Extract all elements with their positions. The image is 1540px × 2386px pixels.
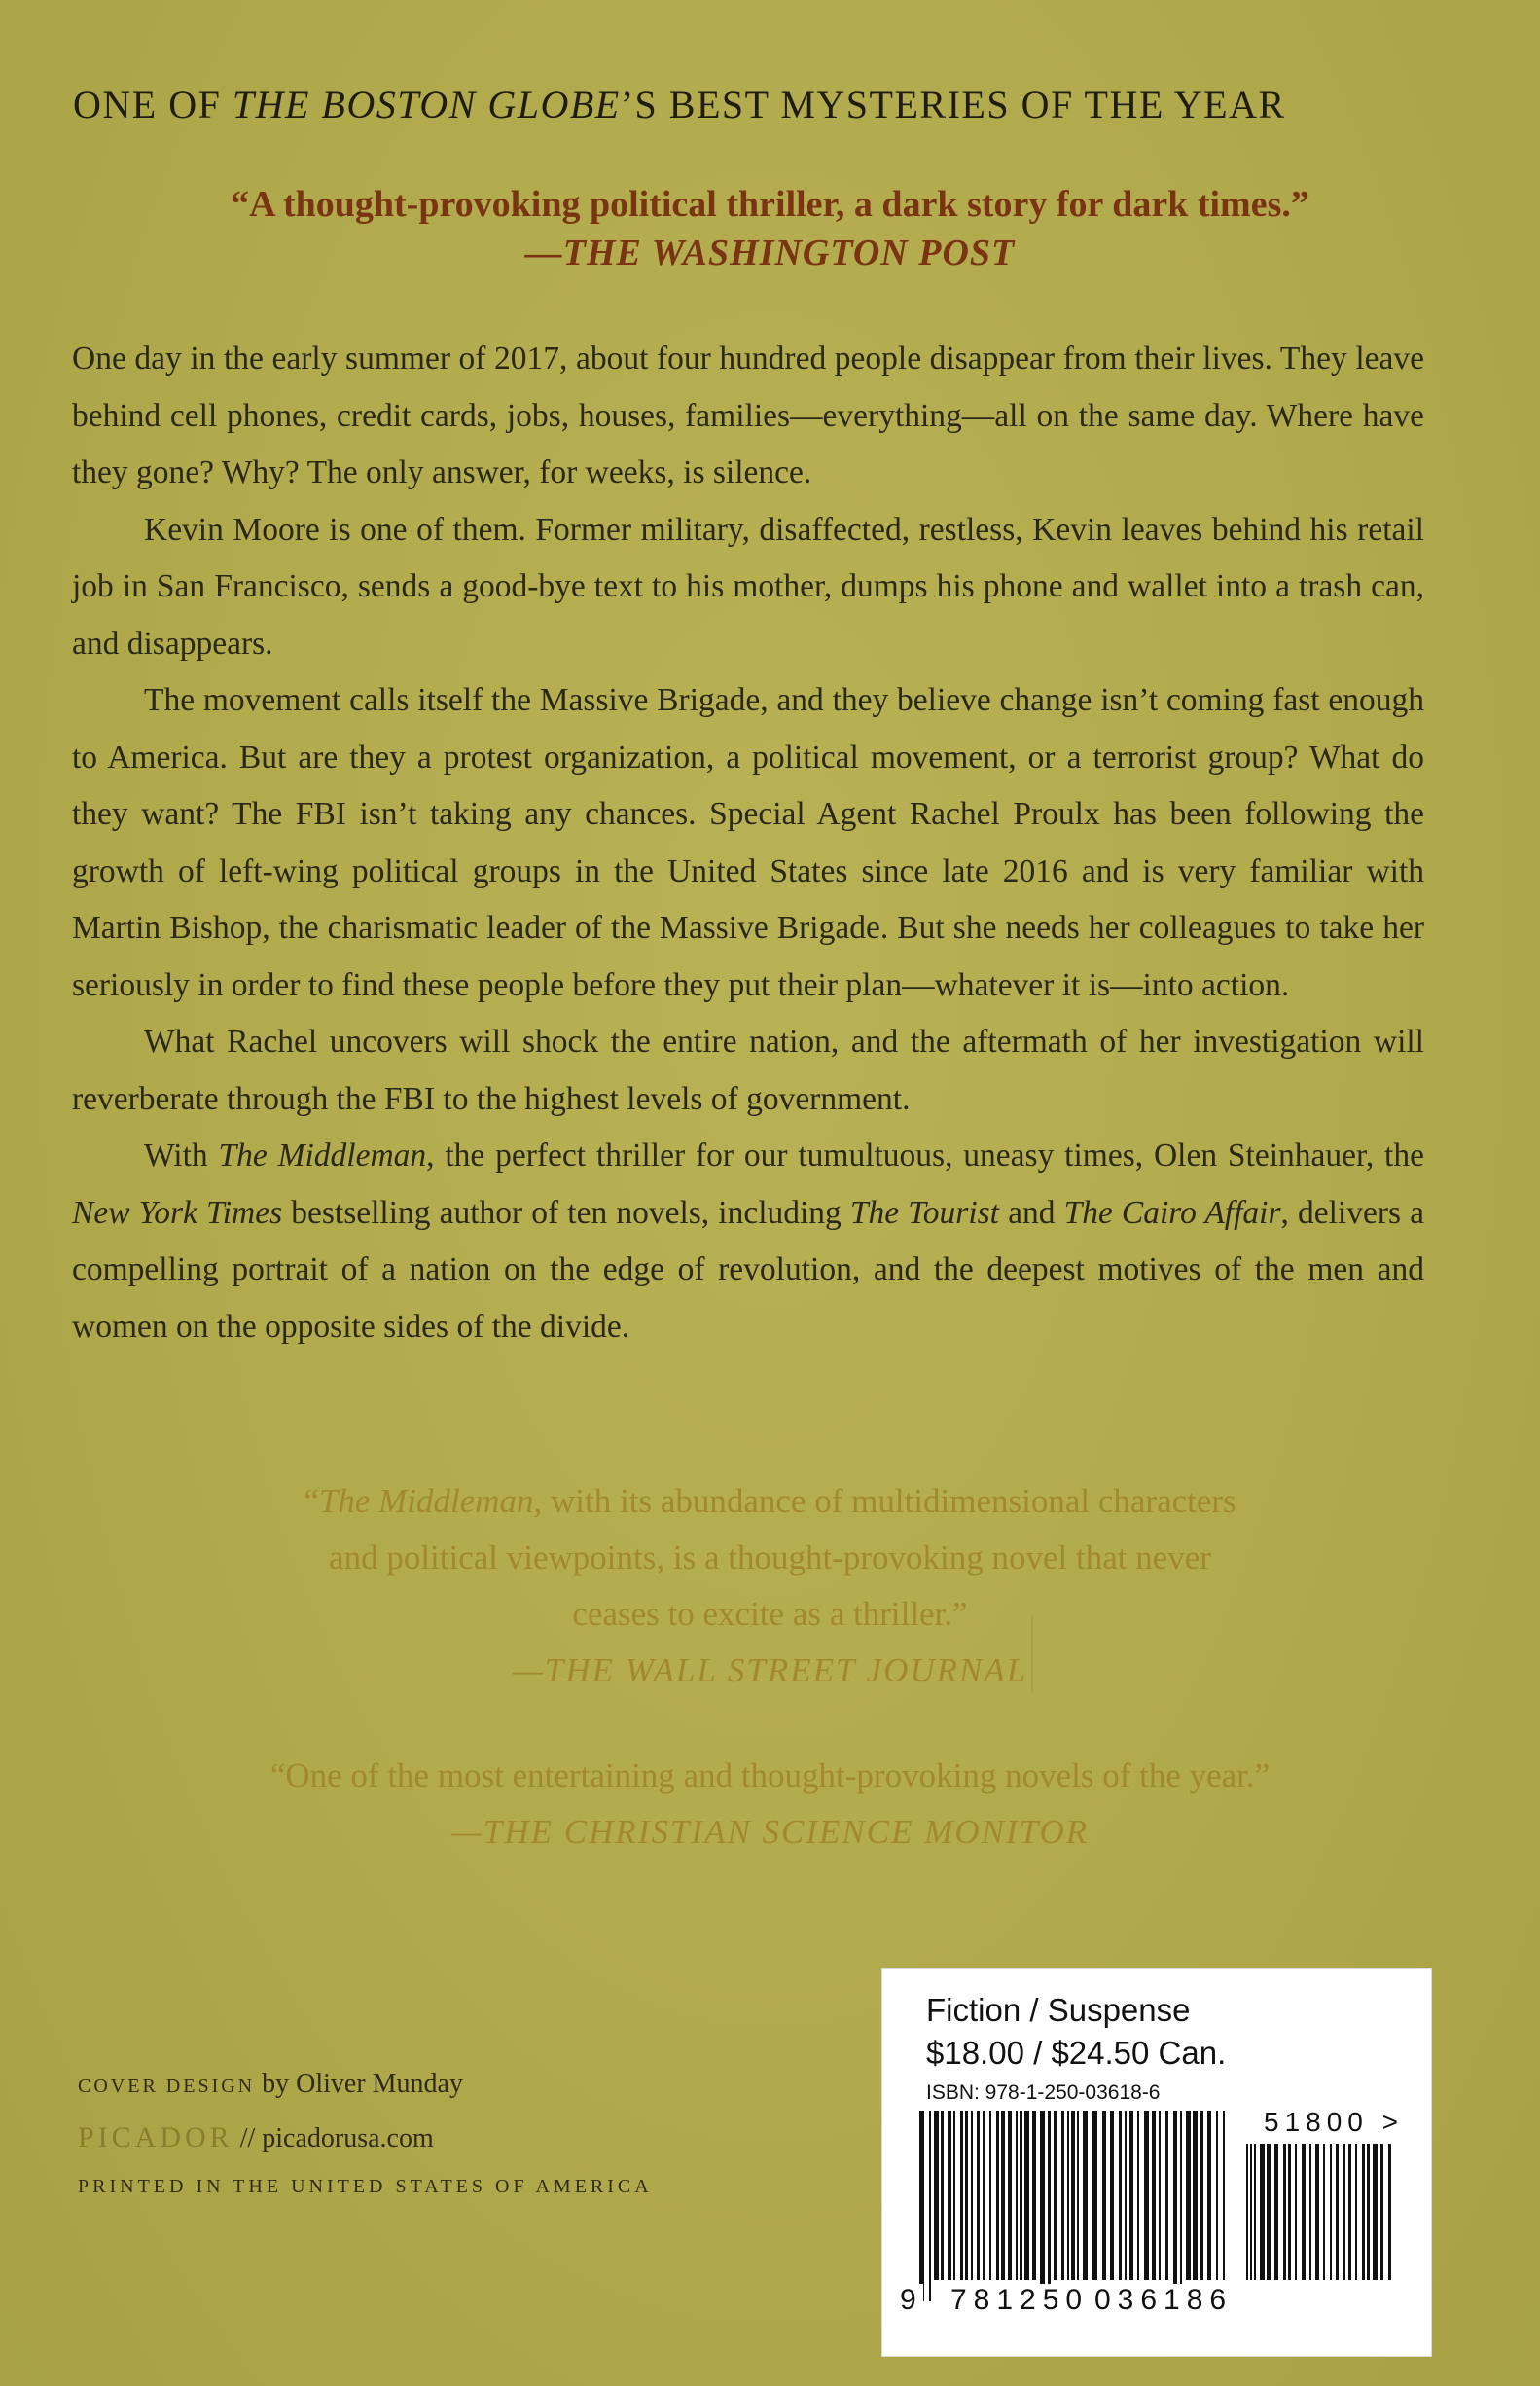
barcode-bar [1159, 2111, 1161, 2280]
barcode-bar [948, 2111, 951, 2280]
barcode-bar [1373, 2144, 1378, 2280]
barcode-bar [1040, 2111, 1045, 2301]
barcode-bar [1288, 2144, 1291, 2280]
barcode-bar [1315, 2144, 1319, 2280]
barcode-bar [1283, 2144, 1286, 2280]
blurb-wsj-attribution: —THE WALL STREET JOURNAL [512, 1651, 1028, 1689]
barcode-bar [1380, 2144, 1383, 2280]
barcode-bar [1223, 2111, 1225, 2280]
barcode-bar [1092, 2111, 1097, 2280]
headline-publication: THE BOSTON GLOBE [232, 83, 621, 127]
p5-title-middleman: The Middleman [218, 1138, 427, 1174]
barcode-bar [977, 2111, 980, 2280]
barcode-bar [1125, 2111, 1127, 2280]
barcode-bar [1250, 2144, 1252, 2280]
barcode-bar [953, 2111, 955, 2280]
barcode-digits-left: 781250 [950, 2284, 1090, 2316]
publisher-line [78, 2121, 817, 2154]
p5-title-nyt: New York Times [72, 1194, 283, 1231]
barcode-bar [1165, 2111, 1168, 2280]
description-paragraph-5 [72, 1128, 1424, 1356]
barcode-bar [1144, 2111, 1149, 2280]
cover-design-credit [78, 2069, 817, 2100]
price-sticker [881, 1968, 1432, 2357]
cover-design-label: COVER DESIGN [78, 2076, 256, 2097]
barcode-bar [1129, 2111, 1133, 2280]
p5-text-1: With [144, 1138, 219, 1174]
barcode-bar [919, 2111, 924, 2301]
barcode-bar [1020, 2111, 1022, 2280]
barcode-bar [1024, 2111, 1029, 2280]
barcode-bar [989, 2111, 991, 2280]
barcode-bar [1367, 2144, 1370, 2280]
barcode-bar [1054, 2111, 1057, 2280]
barcode-bar [1048, 2111, 1051, 2301]
p5-text-3: bestselling author of ten novels, including [282, 1194, 850, 1231]
barcode-bar [1343, 2144, 1345, 2280]
barcode-bar [1008, 2111, 1012, 2280]
price-label: $18.00 / $24.50 Can. [926, 2035, 1227, 2071]
headline-suffix: ’S BEST MYSTERIES OF THE YEAR [620, 83, 1286, 127]
barcode-bar [1348, 2144, 1351, 2280]
price-addon-code: 51800 > [1264, 2107, 1404, 2137]
barcode-bar [1362, 2144, 1365, 2280]
barcode-bar [1186, 2111, 1191, 2280]
barcode-bar [1071, 2111, 1075, 2280]
ean-barcode [917, 2111, 1229, 2301]
barcode-bar [960, 2111, 963, 2280]
description-paragraph-3: The movement calls itself the Massive Brigade, and they believe change isn’t coming fast enough to America. But are they a protest organization, a political movement, or a terrorist group? What do they want? The FBI isn’t taking any chances. Special Agent Rachel Proulx has been following the growth of left-wing political groups in the United States since late 2016 and is very familiar with Martin Bishop, the charismatic leader of the Massive Brigade. But she needs her colleagues to take her seriously in order to find these people before they put their plan—whatever it is—into action. [72, 682, 1424, 1003]
barcode-bar [1274, 2144, 1278, 2280]
barcode-digits-right: 036186 [1094, 2284, 1234, 2316]
barcode-bar [1336, 2144, 1339, 2280]
barcode-bar [1193, 2111, 1198, 2280]
publisher-url: // picadorusa.com [233, 2123, 434, 2153]
barcode-bar [1119, 2111, 1122, 2280]
blurb-wsj-line-2: and political viewpoints, is a thought-provoking novel that never [329, 1538, 1211, 1576]
barcode-bar [1216, 2111, 1218, 2280]
barcode-bar [1061, 2111, 1064, 2280]
description-paragraph-4: What Rachel uncovers will shock the entire nation, and the aftermath of her investigation will reverberate through the FBI to the highest levels of government. [72, 1024, 1424, 1117]
top-quote-attribution: —THE WASHINGTON POST [524, 233, 1016, 273]
barcode-bar [1295, 2144, 1297, 2280]
top-quote [0, 183, 1540, 274]
barcode-bar [1388, 2144, 1391, 2280]
barcode-bar [1302, 2144, 1306, 2280]
top-quote-text: “A thought-provoking political thriller, a dark story for dark times.” [231, 184, 1309, 225]
barcode-bar [1260, 2144, 1265, 2280]
isbn-label: ISBN: 978-1-250-03618-6 [926, 2081, 1161, 2104]
p5-text-4: and [999, 1194, 1064, 1231]
barcode-bar [1254, 2144, 1256, 2280]
description-paragraph-2: Kevin Moore is one of them. Former military, disaffected, restless, Kevin leaves behind his retail job in San Francisco, sends a good-bye text to his mother, dumps his phone and wallet into a trash can, and disappears. [72, 511, 1424, 662]
barcode-bar [983, 2111, 985, 2280]
barcode-bar [941, 2111, 944, 2280]
barcode-bar [1355, 2144, 1357, 2280]
barcode-bar [1137, 2111, 1139, 2280]
blurb-wsj-line-1 [0, 1473, 1540, 1530]
picador-logo: PICADOR [78, 2121, 233, 2153]
barcode-bar [934, 2111, 939, 2280]
blurb-wsj-title: The Middleman [318, 1482, 534, 1520]
description [72, 331, 1424, 1356]
category-label: Fiction / Suspense [926, 1992, 1191, 2028]
blurb-csm [0, 1748, 1540, 1861]
barcode-bar [1246, 2144, 1248, 2280]
barcode-bar [1110, 2111, 1114, 2280]
barcode-bar [1016, 2111, 1018, 2280]
credits [78, 2069, 817, 2198]
cover-designer: by Oliver Munday [255, 2069, 463, 2099]
barcode-bar [996, 2111, 999, 2280]
barcode-digit-first: 9 [900, 2284, 923, 2316]
barcode-bar [1032, 2111, 1036, 2280]
scratch-mark [1031, 1615, 1033, 1693]
barcode-bar [1077, 2111, 1079, 2280]
p5-text-5: , delivers a compelling portrait of a nation on the edge of revolution, and the deepest motives of the men and women on the opposite sides of the divide. [72, 1194, 1424, 1345]
barcode-bar [1207, 2111, 1211, 2280]
barcode-bar [1309, 2144, 1311, 2280]
blurb-wsj [0, 1473, 1540, 1699]
blurb-wsj-open-quote: “ [304, 1482, 319, 1520]
blurb-wsj-line-1-rest: , with its abundance of multidimensional characters [533, 1482, 1236, 1520]
blurb-wsj-line-3: ceases to excite as a thriller.” [572, 1595, 968, 1633]
barcode-bar [929, 2111, 931, 2301]
blurb-csm-text: “One of the most entertaining and thought-provoking novels of the year.” [269, 1756, 1271, 1794]
headline [73, 82, 1435, 127]
barcode-bar [1323, 2144, 1325, 2280]
p5-text-2: , the perfect thriller for our tumultuous, uneasy times, Olen Steinhauer, the [426, 1138, 1424, 1174]
barcode-bar [1267, 2144, 1271, 2280]
headline-prefix: ONE OF [73, 83, 233, 127]
p5-title-tourist: The Tourist [849, 1194, 999, 1231]
printed-in: PRINTED IN THE UNITED STATES OF AMERICA [78, 2176, 653, 2197]
barcode-bar [1200, 2111, 1203, 2280]
barcode-bar [1173, 2111, 1177, 2301]
description-paragraph-1: One day in the early summer of 2017, about four hundred people disappear from their lives. They leave behind cell phones, credit cards, jobs, houses, families—everything—all on the same day. Where have they gone? Why? The only answer, for weeks, is silence. [72, 341, 1424, 490]
price-addon-barcode [1244, 2144, 1400, 2301]
blurb-csm-attribution: —THE CHRISTIAN SCIENCE MONITOR [450, 1813, 1090, 1851]
barcode-bar [1001, 2111, 1005, 2280]
barcode-bar [1152, 2111, 1156, 2280]
barcode-bar [1330, 2144, 1332, 2280]
p5-title-cairo: The Cairo Affair [1063, 1194, 1281, 1231]
barcode-bar [1083, 2111, 1088, 2280]
barcode-bar [1102, 2111, 1106, 2280]
barcode-bar [1067, 2111, 1069, 2280]
barcode-bar [1180, 2111, 1182, 2301]
barcode-bar [965, 2111, 968, 2280]
barcode-bar [971, 2111, 973, 2280]
